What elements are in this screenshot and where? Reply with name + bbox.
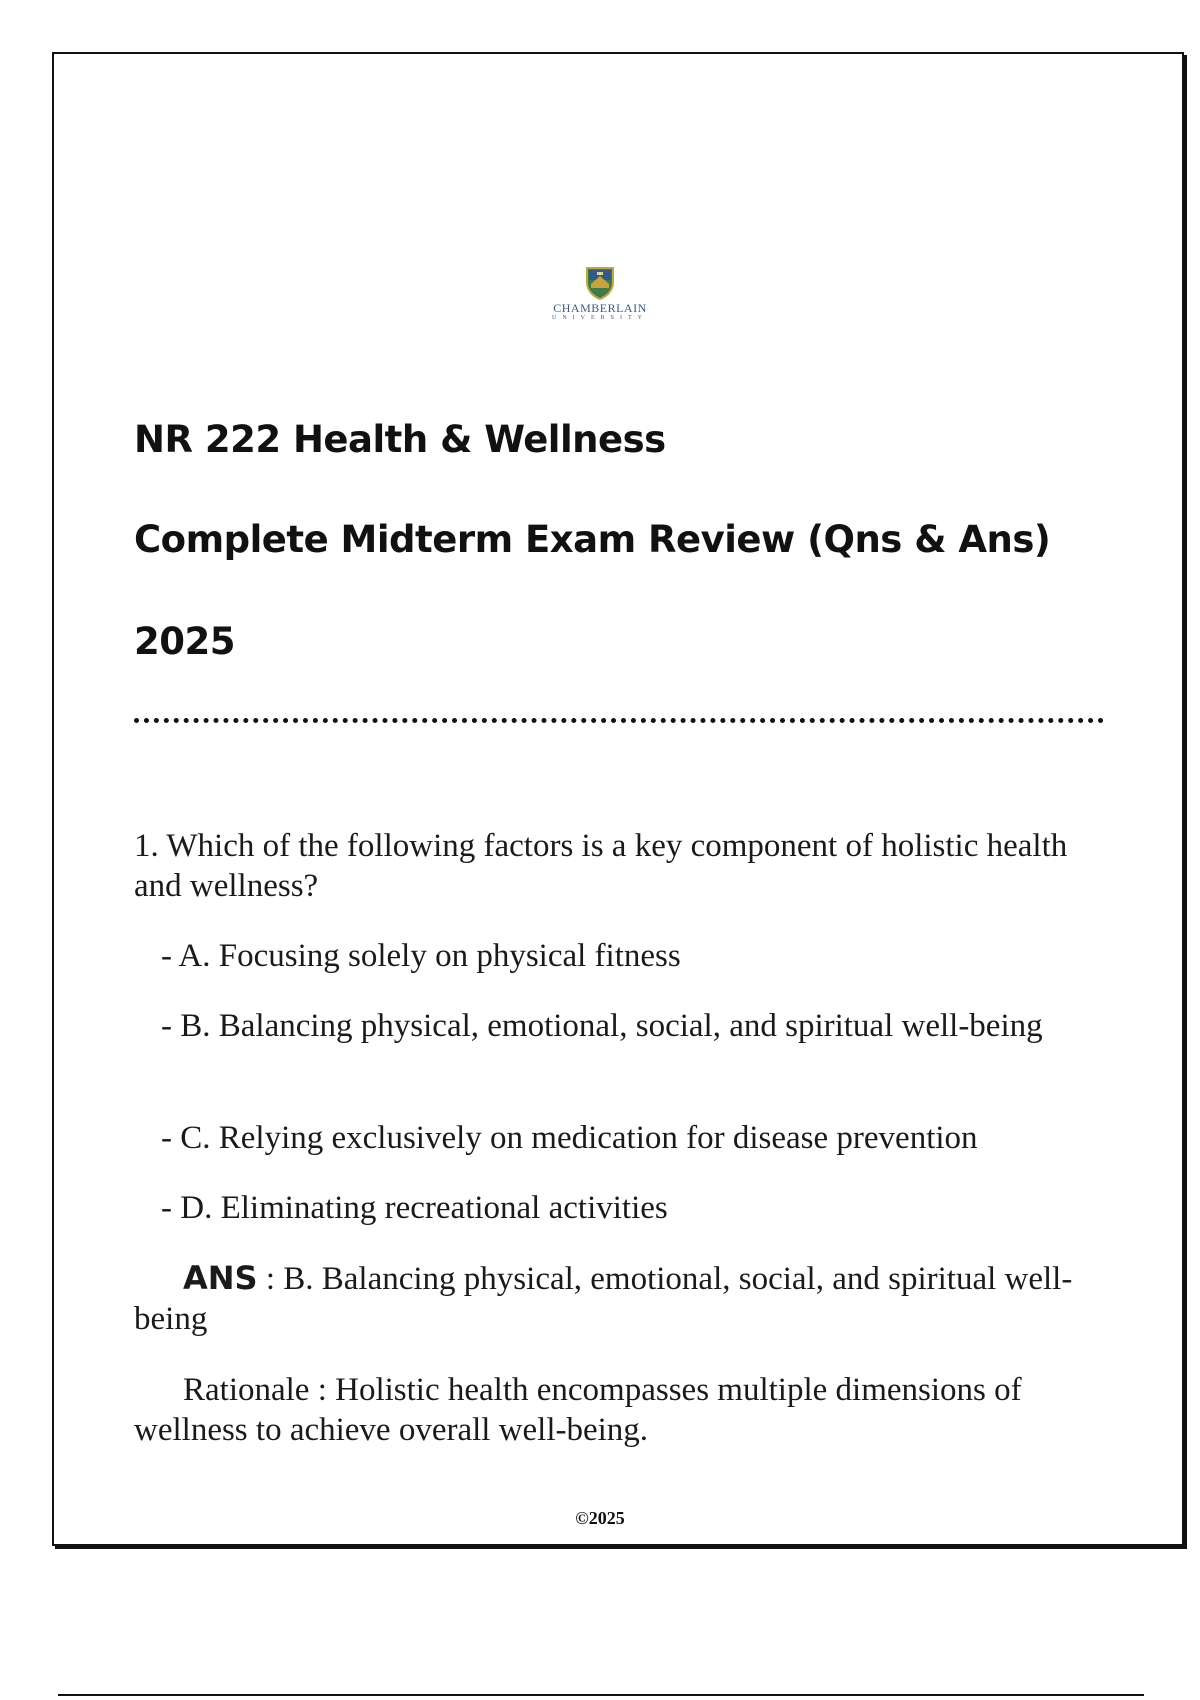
- option-b: [134, 1006, 1094, 1046]
- copyright-footer: ©2025: [575, 1508, 625, 1528]
- rationale: [134, 1370, 1094, 1450]
- document-subtitle: Complete Midterm Exam Review (Qns & Ans): [134, 518, 1051, 561]
- option-c: - C. Relying exclusively on medication for disease prevention: [161, 1120, 978, 1156]
- document-title: NR 222 Health & Wellness: [134, 418, 666, 461]
- logo-name: CHAMBERLAIN: [553, 301, 647, 315]
- answer-label: ANS: [183, 1259, 258, 1297]
- dotted-divider: [134, 718, 1104, 723]
- logo-subtitle: UNIVERSITY: [552, 315, 648, 321]
- answer: [134, 1258, 1094, 1339]
- shield-icon: [585, 266, 615, 300]
- question-stem: 1. Which of the following factors is a key component of holistic health and wellness?: [134, 828, 1068, 904]
- option-d: - D. Eliminating recreational activities: [161, 1190, 668, 1226]
- university-logo: [520, 266, 680, 322]
- document-year: 2025: [134, 620, 235, 663]
- page-bottom-line: [58, 1694, 1144, 1696]
- option-a: - A. Focusing solely on physical fitness: [161, 938, 681, 974]
- answer-text: : B. Balancing physical, emotional, social, and spiritual well-being: [134, 1261, 1073, 1337]
- rationale-text: Rationale : Holistic health encompasses multiple dimensions of wellness to achieve overall well-being.: [134, 1372, 1022, 1448]
- option-b-text: - B. Balancing physical, emotional, social, and spiritual well-being: [161, 1008, 1043, 1044]
